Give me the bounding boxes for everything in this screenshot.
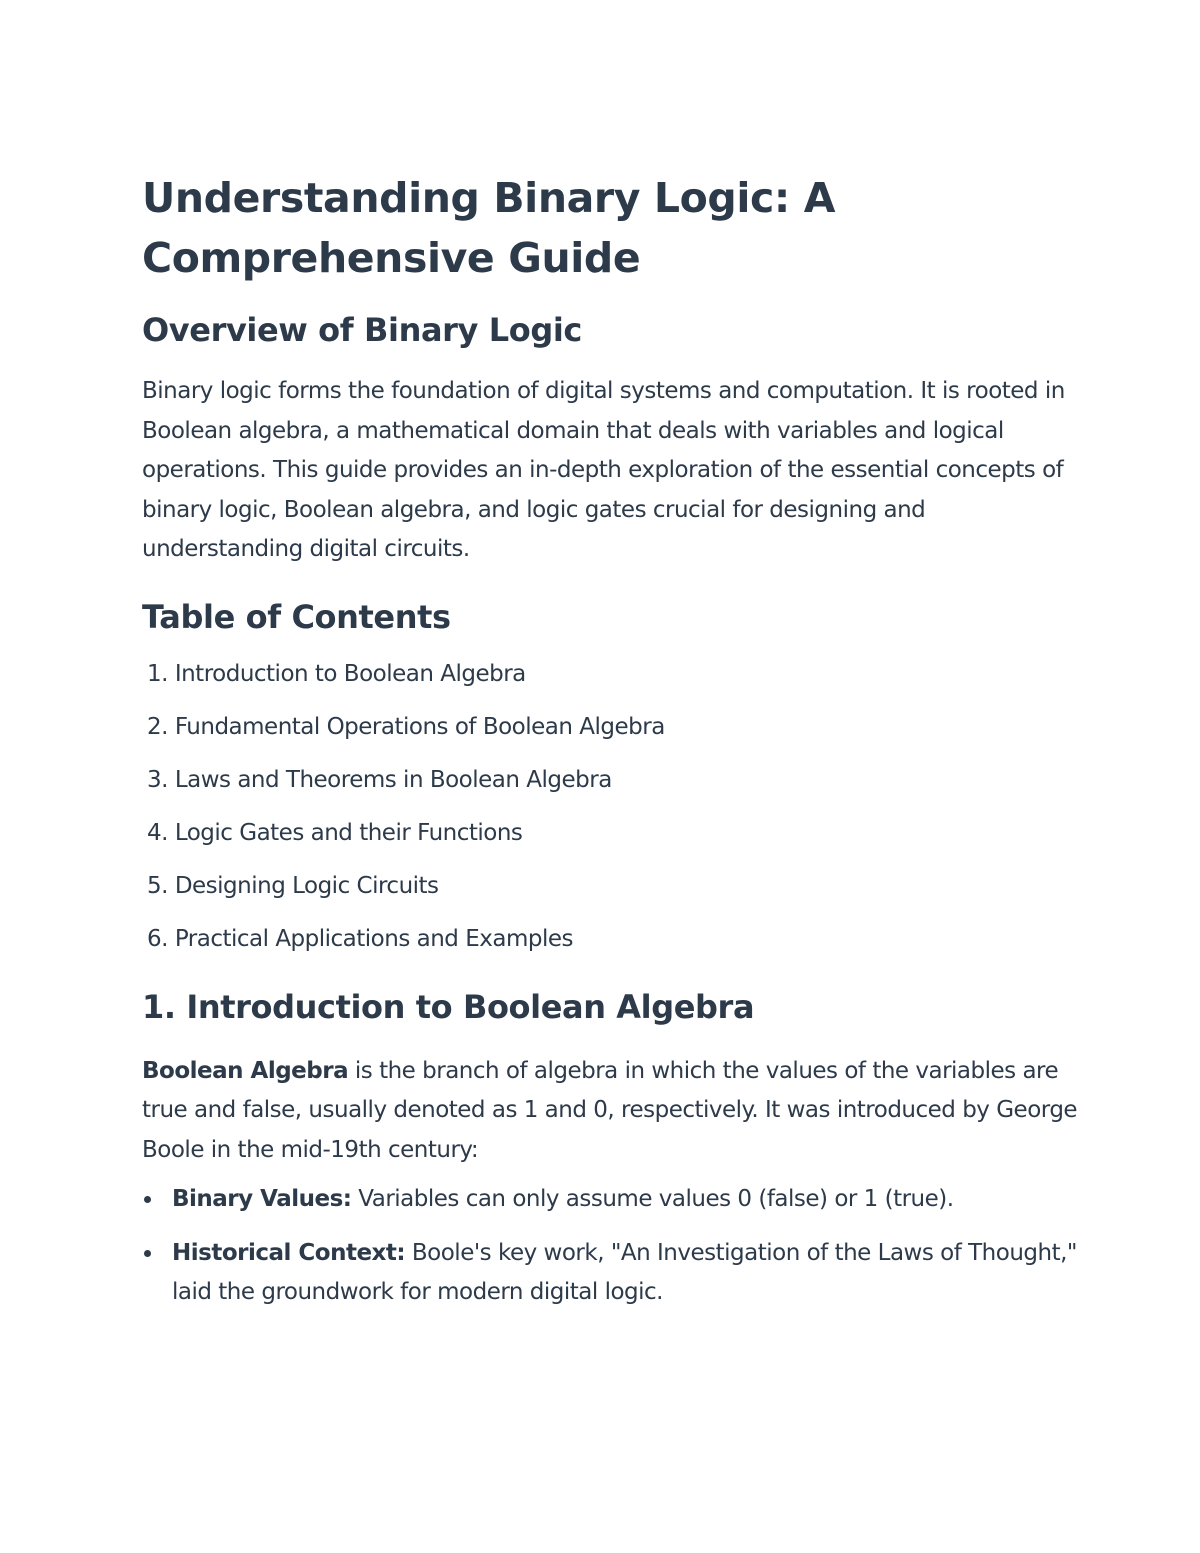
- section-1-intro: [142, 1052, 1082, 1171]
- toc-item: [142, 711, 1082, 744]
- toc-item-number: 5.: [147, 872, 168, 899]
- section-1-bullets: [142, 1180, 1082, 1313]
- section-1-intro-text: is the branch of algebra in which the values of the variables are true and false, usually denoted as 1 and 0, respectively. It was introduced by George Boole in the mid-19th century:: [142, 1057, 1078, 1163]
- toc-item-label: Introduction to Boolean Algebra: [174, 660, 526, 687]
- toc-item-label: Fundamental Operations of Boolean Algebra: [174, 713, 665, 740]
- toc-item-number: 2.: [147, 713, 168, 740]
- toc-item-label: Designing Logic Circuits: [174, 872, 439, 899]
- bullet-term: Binary Values:: [172, 1186, 352, 1212]
- toc-item: [142, 817, 1082, 850]
- bullet-term: Historical Context:: [172, 1239, 406, 1266]
- bullet-dot-icon: [144, 1250, 151, 1257]
- toc-item-number: 1.: [147, 660, 168, 687]
- bullet-text: Boole's key work, "An Investigation of the Laws of Thought," laid the groundwork for modern digital logic.: [172, 1239, 1077, 1305]
- toc-item-number: 4.: [147, 819, 168, 846]
- boolean-algebra-term: Boolean Algebra: [142, 1057, 349, 1084]
- section-1-heading: 1. Introduction to Boolean Algebra: [142, 987, 755, 1026]
- toc-item: [142, 870, 1082, 903]
- toc-item-label: Practical Applications and Examples: [174, 925, 573, 952]
- toc-item-number: 6.: [147, 925, 168, 952]
- bullet-dot-icon: [144, 1196, 151, 1203]
- bullet-item: [142, 1180, 1082, 1220]
- toc-item: [142, 658, 1082, 691]
- bullet-text: Variables can only assume values 0 (false) or 1 (true).: [351, 1186, 954, 1212]
- table-of-contents: [142, 658, 1082, 956]
- toc-item-label: Logic Gates and their Functions: [174, 819, 523, 846]
- toc-item-number: 3.: [147, 766, 168, 793]
- toc-item: [142, 764, 1082, 797]
- document-content: [142, 168, 1082, 1327]
- overview-heading: Overview of Binary Logic: [142, 311, 582, 349]
- page-title: Understanding Binary Logic: A Comprehensive Guide: [142, 174, 836, 282]
- overview-paragraph: Binary logic forms the foundation of digital systems and computation. It is rooted in Boolean algebra, a mathematical domain that deals with variables and logical operations. This guide provides an in-depth exploration of the essential concepts of binary logic, Boolean algebra, and logic gates crucial for designing and understanding digital circuits.: [142, 378, 1065, 562]
- toc-item: [142, 923, 1082, 956]
- toc-item-label: Laws and Theorems in Boolean Algebra: [174, 766, 612, 793]
- toc-heading: Table of Contents: [142, 597, 451, 636]
- bullet-item: [142, 1234, 1082, 1313]
